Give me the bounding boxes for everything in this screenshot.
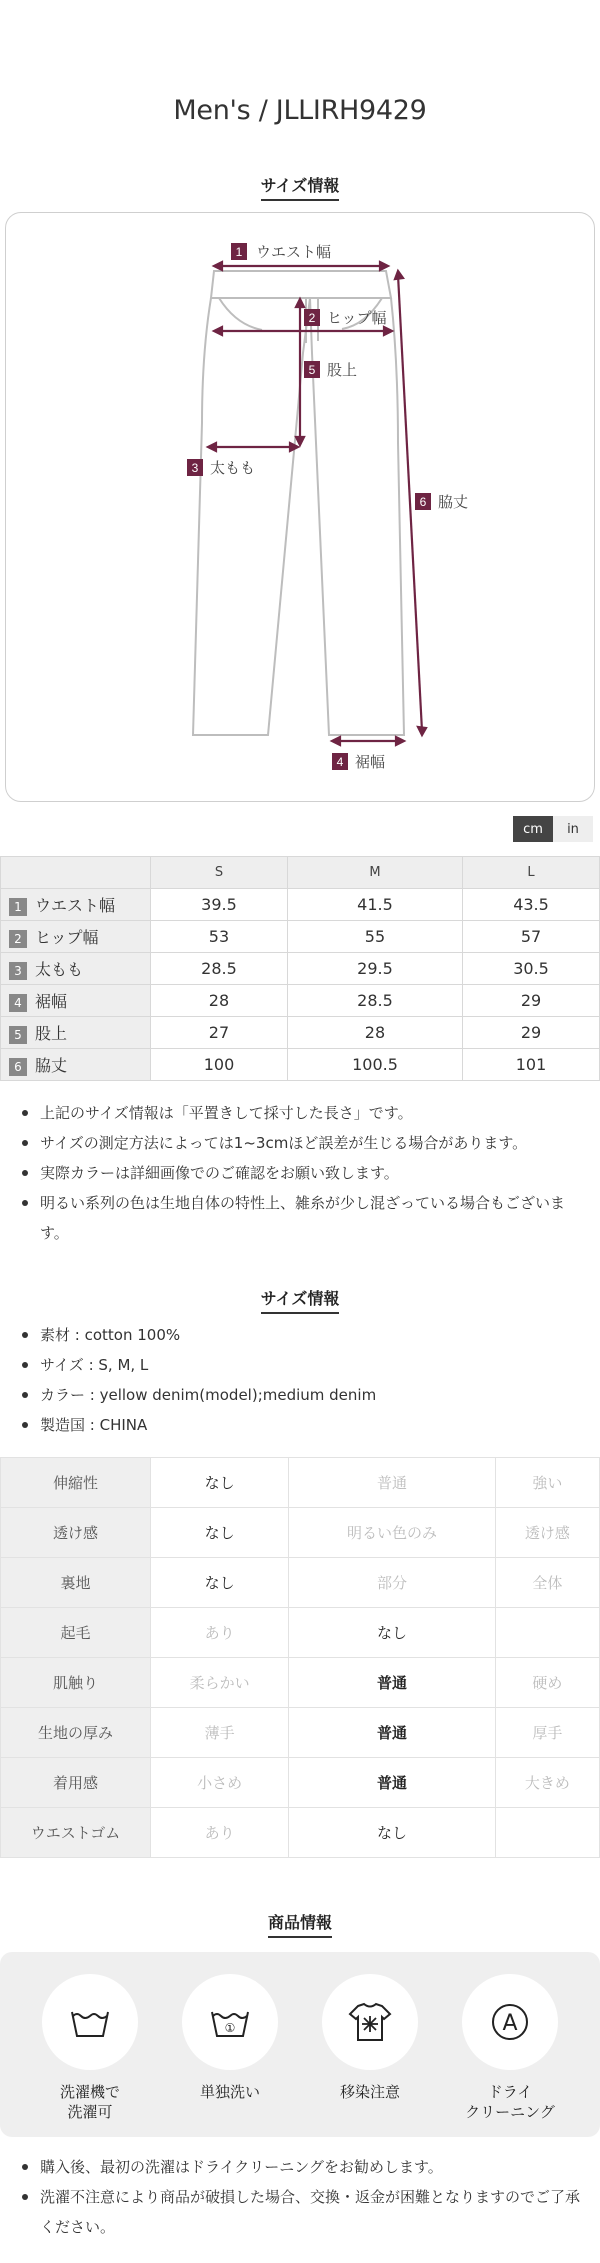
- label-6-num: 6: [419, 495, 427, 509]
- row-label: 3 太もも: [1, 953, 151, 985]
- label-thigh: 太もも: [210, 460, 256, 477]
- care-instructions: [0, 1952, 600, 2137]
- cell: 57: [463, 921, 600, 953]
- cell: 39.5: [151, 889, 288, 921]
- label-waist: ウエスト幅: [256, 244, 332, 261]
- label-hem: 裾幅: [355, 754, 386, 771]
- cell: 29: [463, 985, 600, 1017]
- list-item: カラー : yellow denim(model);medium denim: [18, 1380, 588, 1410]
- cell: 53: [151, 921, 288, 953]
- attr-option-selected: なし: [289, 1608, 495, 1658]
- product-title: Men's / JLLIRH9429: [173, 95, 427, 126]
- list-item: 上記のサイズ情報は「平置きして採寸した長さ」です。: [18, 1098, 588, 1128]
- attr-option: 普通: [289, 1458, 495, 1508]
- hand-wash-separate-icon: [182, 1974, 278, 2070]
- label-1-num: 1: [235, 245, 243, 259]
- attr-option: 部分: [289, 1558, 495, 1608]
- attr-label: ウエストゴム: [1, 1808, 151, 1858]
- table-row: [1, 953, 600, 985]
- row-label: 1 ウエスト幅: [1, 889, 151, 921]
- table-row: [1, 1017, 600, 1049]
- label-rise: 股上: [327, 362, 358, 379]
- table-row: [1, 921, 600, 953]
- size-diagram: [5, 212, 595, 802]
- table-row: [1, 1049, 600, 1081]
- attr-option: 大きめ: [495, 1758, 599, 1808]
- attr-option-selected: 普通: [289, 1658, 495, 1708]
- machine-wash-icon: [42, 1974, 138, 2070]
- cell: 28.5: [151, 953, 288, 985]
- unit-in-button[interactable]: in: [553, 816, 593, 842]
- attr-label: 生地の厚み: [1, 1708, 151, 1758]
- attr-label: 伸縮性: [1, 1458, 151, 1508]
- header-blank: [1, 857, 151, 889]
- list-item: 購入後、最初の洗濯はドライクリーニングをお勧めします。: [18, 2152, 588, 2182]
- table-row: [1, 1808, 600, 1858]
- list-item: 洗濯不注意により商品が破損した場合、交換・返金が困難となりますのでご了承ください。: [18, 2182, 588, 2242]
- color-transfer-icon: [322, 1974, 418, 2070]
- cell: 100.5: [287, 1049, 462, 1081]
- size-info-heading-2: サイズ情報: [0, 1286, 600, 1314]
- table-row: [1, 1758, 600, 1808]
- row-label: 4 裾幅: [1, 985, 151, 1017]
- size-info-heading: サイズ情報: [0, 173, 600, 201]
- list-item: 素材 : cotton 100%: [18, 1320, 588, 1350]
- attr-label: 裏地: [1, 1558, 151, 1608]
- table-row: [1, 889, 600, 921]
- svg-text:A: A: [502, 2011, 518, 2036]
- size-notes-list: [18, 1098, 588, 1248]
- attr-option: [495, 1808, 599, 1858]
- attr-option: 厚手: [495, 1708, 599, 1758]
- attr-option: 小さめ: [151, 1758, 289, 1808]
- attr-option: 透け感: [495, 1508, 599, 1558]
- cell: 101: [463, 1049, 600, 1081]
- row-label: 6 脇丈: [1, 1049, 151, 1081]
- attr-option: 薄手: [151, 1708, 289, 1758]
- cell: 28: [287, 1017, 462, 1049]
- table-row: [1, 1458, 600, 1508]
- cell: 43.5: [463, 889, 600, 921]
- header-size-m: M: [287, 857, 462, 889]
- cell: 41.5: [287, 889, 462, 921]
- attr-option-selected: 普通: [289, 1708, 495, 1758]
- table-row: [1, 1708, 600, 1758]
- cell: 28: [151, 985, 288, 1017]
- attr-option-selected: なし: [151, 1508, 289, 1558]
- care-notes-list: [18, 2152, 588, 2242]
- row-label: 2 ヒップ幅: [1, 921, 151, 953]
- attr-option: 硬め: [495, 1658, 599, 1708]
- label-3-num: 3: [191, 461, 199, 475]
- care-item-dry-clean: A ドライ クリーニング: [460, 1974, 560, 2122]
- unit-cm-button[interactable]: cm: [513, 816, 553, 842]
- table-row: [1, 1608, 600, 1658]
- cell: 27: [151, 1017, 288, 1049]
- pants-diagram-svg: [6, 213, 596, 803]
- header-size-s: S: [151, 857, 288, 889]
- cell: 30.5: [463, 953, 600, 985]
- list-item: 実際カラーは詳細画像でのご確認をお願い致します。: [18, 1158, 588, 1188]
- attr-label: 透け感: [1, 1508, 151, 1558]
- attr-option: 全体: [495, 1558, 599, 1608]
- attr-label: 肌触り: [1, 1658, 151, 1708]
- label-5-num: 5: [308, 363, 316, 377]
- size-table: [0, 856, 600, 1081]
- list-item: サイズの測定方法によっては1~3cmほど誤差が生じる場合があります。: [18, 1128, 588, 1158]
- attr-option: [495, 1608, 599, 1658]
- care-item-wash-separately: ① 単独洗い: [180, 1974, 280, 2102]
- label-outseam: 脇丈: [438, 494, 469, 511]
- dry-clean-icon: [462, 1974, 558, 2070]
- table-row: [1, 1658, 600, 1708]
- care-item-color-transfer: 移染注意: [320, 1974, 420, 2102]
- cell: 29: [463, 1017, 600, 1049]
- label-4-num: 4: [336, 755, 344, 769]
- attr-option: 明るい色のみ: [289, 1508, 495, 1558]
- label-hip: ヒップ幅: [327, 310, 387, 327]
- cell: 55: [287, 921, 462, 953]
- attr-option: あり: [151, 1608, 289, 1658]
- svg-text:①: ①: [224, 2021, 236, 2035]
- list-item: 明るい系列の色は生地自体の特性上、雑糸が少し混ざっている場合もございます。: [18, 1188, 588, 1248]
- cell: 100: [151, 1049, 288, 1081]
- attr-option: あり: [151, 1808, 289, 1858]
- unit-toggle: [513, 816, 593, 842]
- product-info-heading: 商品情報: [0, 1910, 600, 1938]
- list-item: 製造国 : CHINA: [18, 1410, 588, 1440]
- attr-option-selected: 普通: [289, 1758, 495, 1808]
- table-row: [1, 985, 600, 1017]
- size-table-header: [1, 857, 600, 889]
- attr-label: 着用感: [1, 1758, 151, 1808]
- pants-outline: [193, 271, 404, 735]
- attr-option-selected: なし: [289, 1808, 495, 1858]
- header-size-l: L: [463, 857, 600, 889]
- label-2-num: 2: [308, 311, 316, 325]
- attr-option-selected: なし: [151, 1558, 289, 1608]
- spec-list: [18, 1320, 588, 1440]
- list-item: サイズ : S, M, L: [18, 1350, 588, 1380]
- attr-option: 柔らかい: [151, 1658, 289, 1708]
- table-row: [1, 1508, 600, 1558]
- fabric-attribute-table: [0, 1457, 600, 1858]
- care-item-machine-wash: 洗濯機で 洗濯可: [40, 1974, 140, 2122]
- attr-label: 起毛: [1, 1608, 151, 1658]
- attr-option-selected: なし: [151, 1458, 289, 1508]
- table-row: [1, 1558, 600, 1608]
- attr-option: 強い: [495, 1458, 599, 1508]
- row-label: 5 股上: [1, 1017, 151, 1049]
- cell: 28.5: [287, 985, 462, 1017]
- cell: 29.5: [287, 953, 462, 985]
